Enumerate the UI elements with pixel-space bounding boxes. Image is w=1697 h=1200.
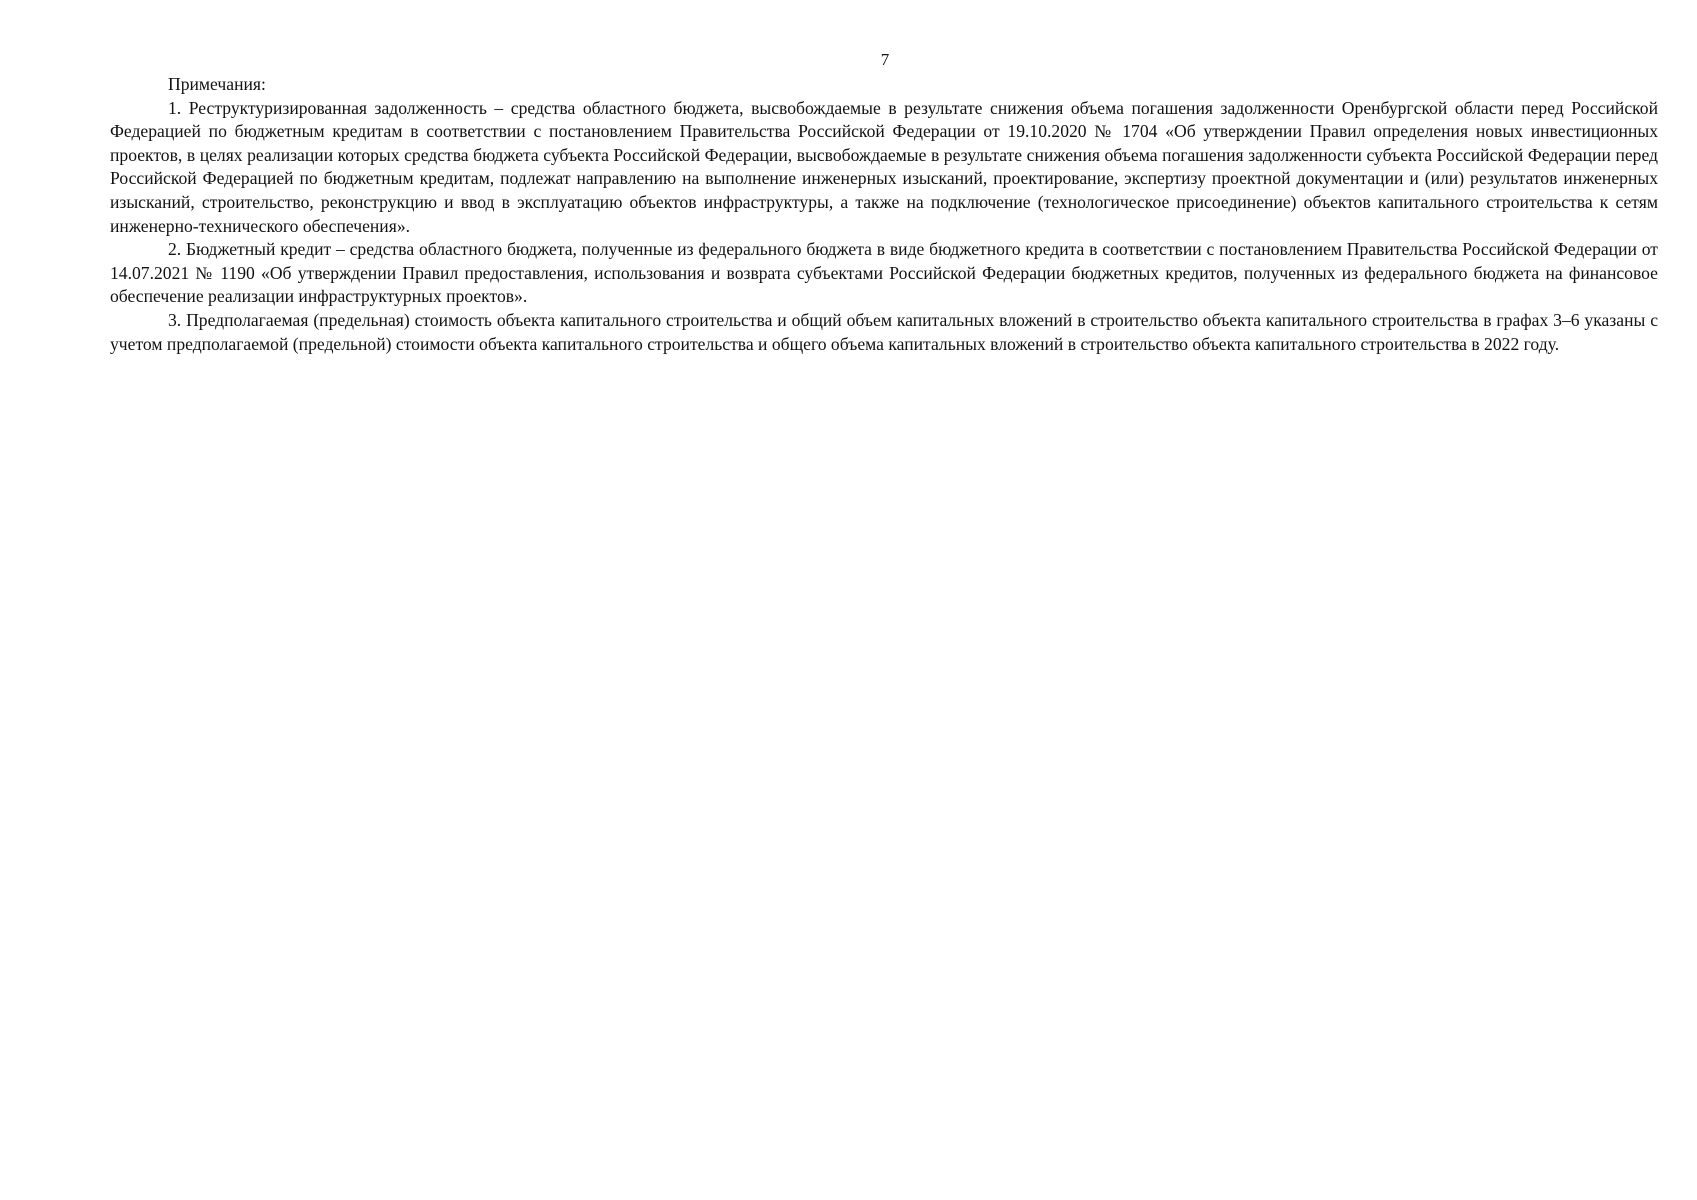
notes-section [110, 73, 1658, 356]
notes-heading: Примечания: [168, 74, 266, 94]
note-3: 3. Предполагаемая (предельная) стоимость объекта капитального строительства и общий объем капитальных вложений в строительство объекта капитального строительства в графах 3–6 указаны с учетом предполагаемой (предельной) стоимости объекта капитального строительства и общего объема капитальных вложений в строительство объекта капитального строительства в 2022 году. [110, 309, 1658, 354]
page-number: 7 [880, 50, 890, 69]
note-1: 1. Реструктуризированная задолженность – средства областного бюджета, высвобождаемые в результате снижения объема погашения задолженности Оренбургской области перед Российской Федерацией по бюджетным кредитам в соответствии с постановлением Правительства Российской Федерации от 19.10.2020 № 1704 «Об утверждении Правил определения новых инвестиционных проектов, в целях реализации которых средства бюджета субъекта Российской Федерации, высвобождаемые в результате снижения объема погашения задолженности субъекта Российской Федерации перед Российской Федерацией по бюджетным кредитам, подлежат направлению на выполнение инженерных изысканий, проектирование, экспертизу проектной документации и (или) результатов инженерных изысканий, строительство, реконструкцию и ввод в эксплуатацию объектов инфраструктуры, а также на подключение (технологическое присоединение) объектов капитального строительства к сетям инженерно-технического обеспечения». [110, 97, 1658, 236]
note-2: 2. Бюджетный кредит – средства областного бюджета, полученные из федерального бюджета в виде бюджетного кредита в соответствии с постановлением Правительства Российской Федерации от 14.07.2021 № 1190 «Об утверждении Правил предоставления, использования и возврата субъектами Российской Федерации бюджетных кредитов, полученных из федерального бюджета на финансовое обеспечение реализации инфраструктурных проектов». [110, 239, 1658, 307]
